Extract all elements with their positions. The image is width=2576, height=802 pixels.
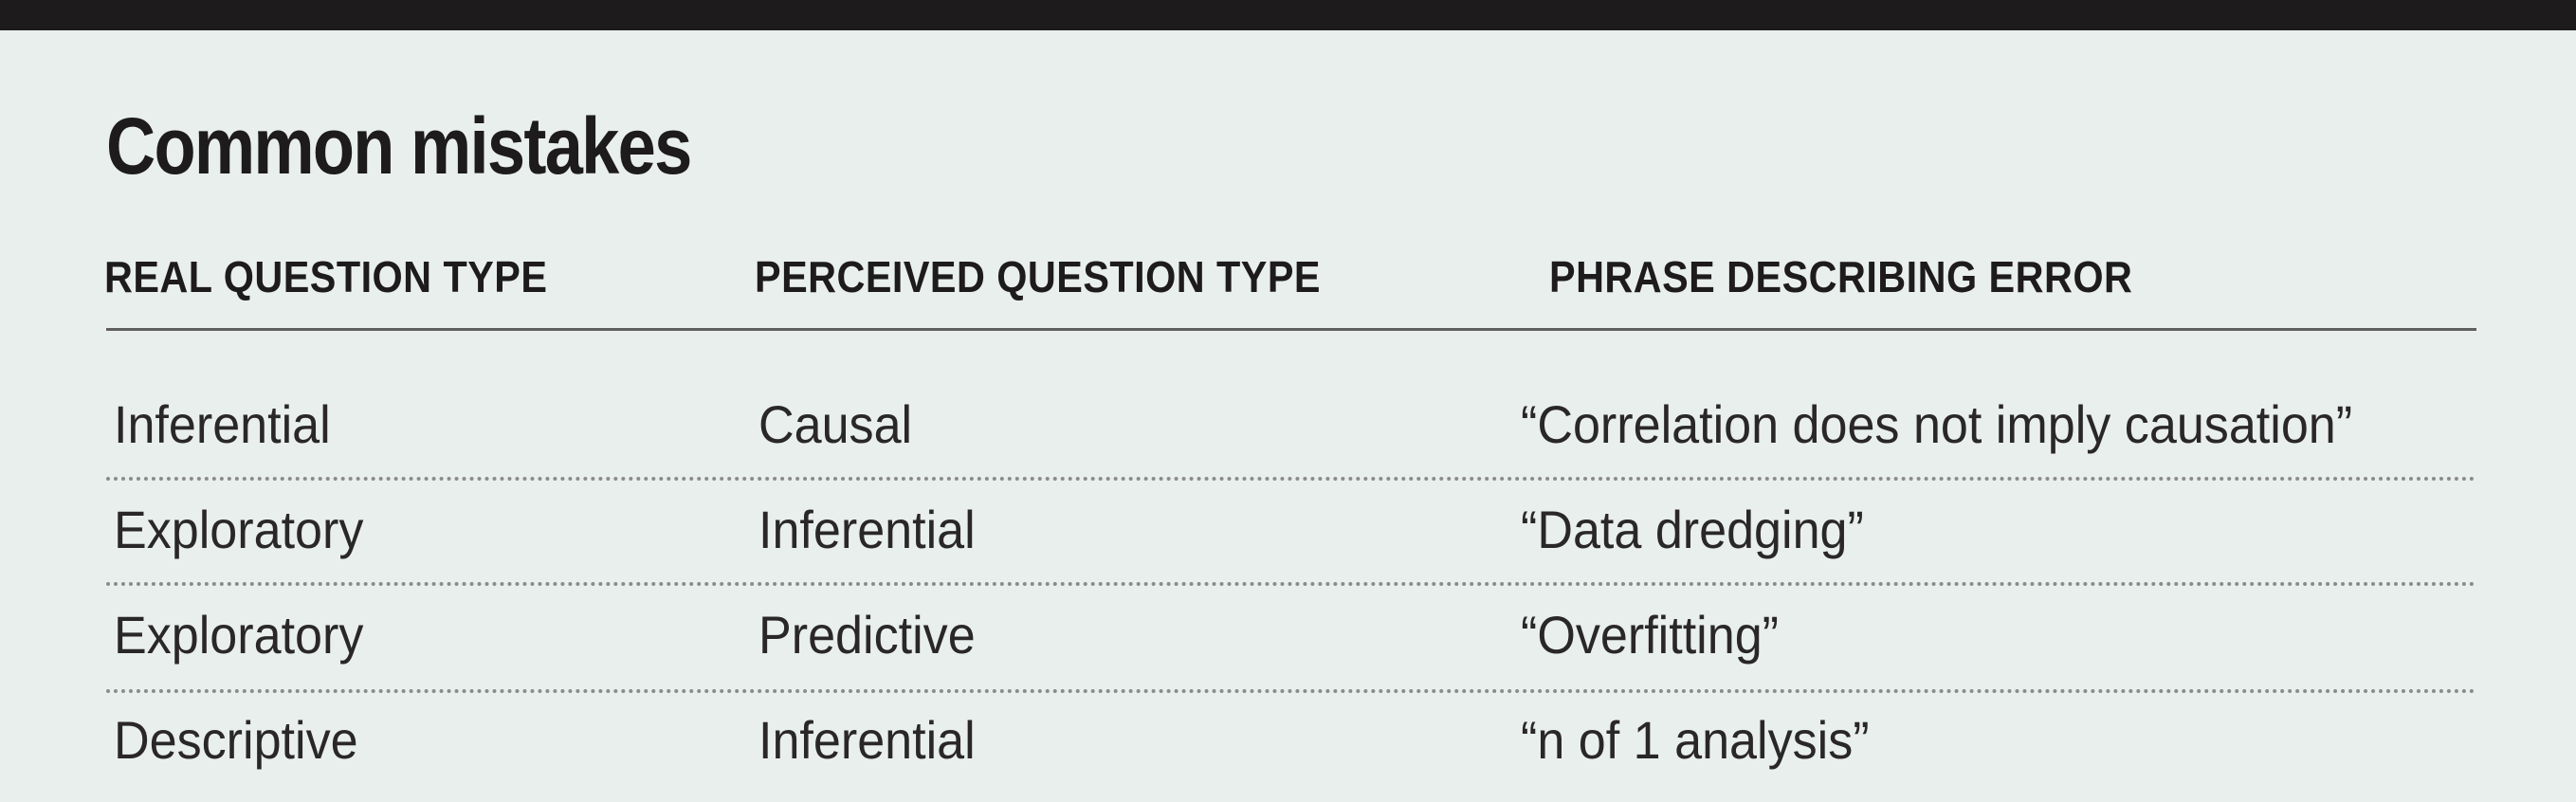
column-header-phrase-describing-error: PHRASE DESCRIBING ERROR [1549,252,2133,301]
real-question-type-cell: Descriptive [114,710,358,770]
real-question-type-cell: Exploratory [114,500,364,559]
table-row [0,687,2576,793]
perceived-question-type-cell: Inferential [758,500,976,559]
real-question-type-cell: Inferential [114,394,331,454]
column-header-perceived-question-type: PERCEIVED QUESTION TYPE [755,252,1321,301]
column-header-real-question-type: REAL QUESTION TYPE [104,252,548,301]
phrase-describing-error-cell: “Correlation does not imply causation” [1521,394,2353,454]
header-divider [106,328,2476,331]
perceived-question-type-cell: Predictive [758,605,976,665]
table-row [0,372,2576,478]
real-question-type-cell: Exploratory [114,605,364,665]
phrase-describing-error-cell: “Data dredging” [1521,500,1864,559]
table-row [0,477,2576,583]
top-bar [0,0,2576,30]
phrase-describing-error-cell: “n of 1 analysis” [1521,710,1870,770]
perceived-question-type-cell: Causal [758,394,913,454]
table-row [0,582,2576,688]
page-title: Common mistakes [106,101,691,191]
phrase-describing-error-cell: “Overfitting” [1521,605,1780,665]
perceived-question-type-cell: Inferential [758,710,976,770]
